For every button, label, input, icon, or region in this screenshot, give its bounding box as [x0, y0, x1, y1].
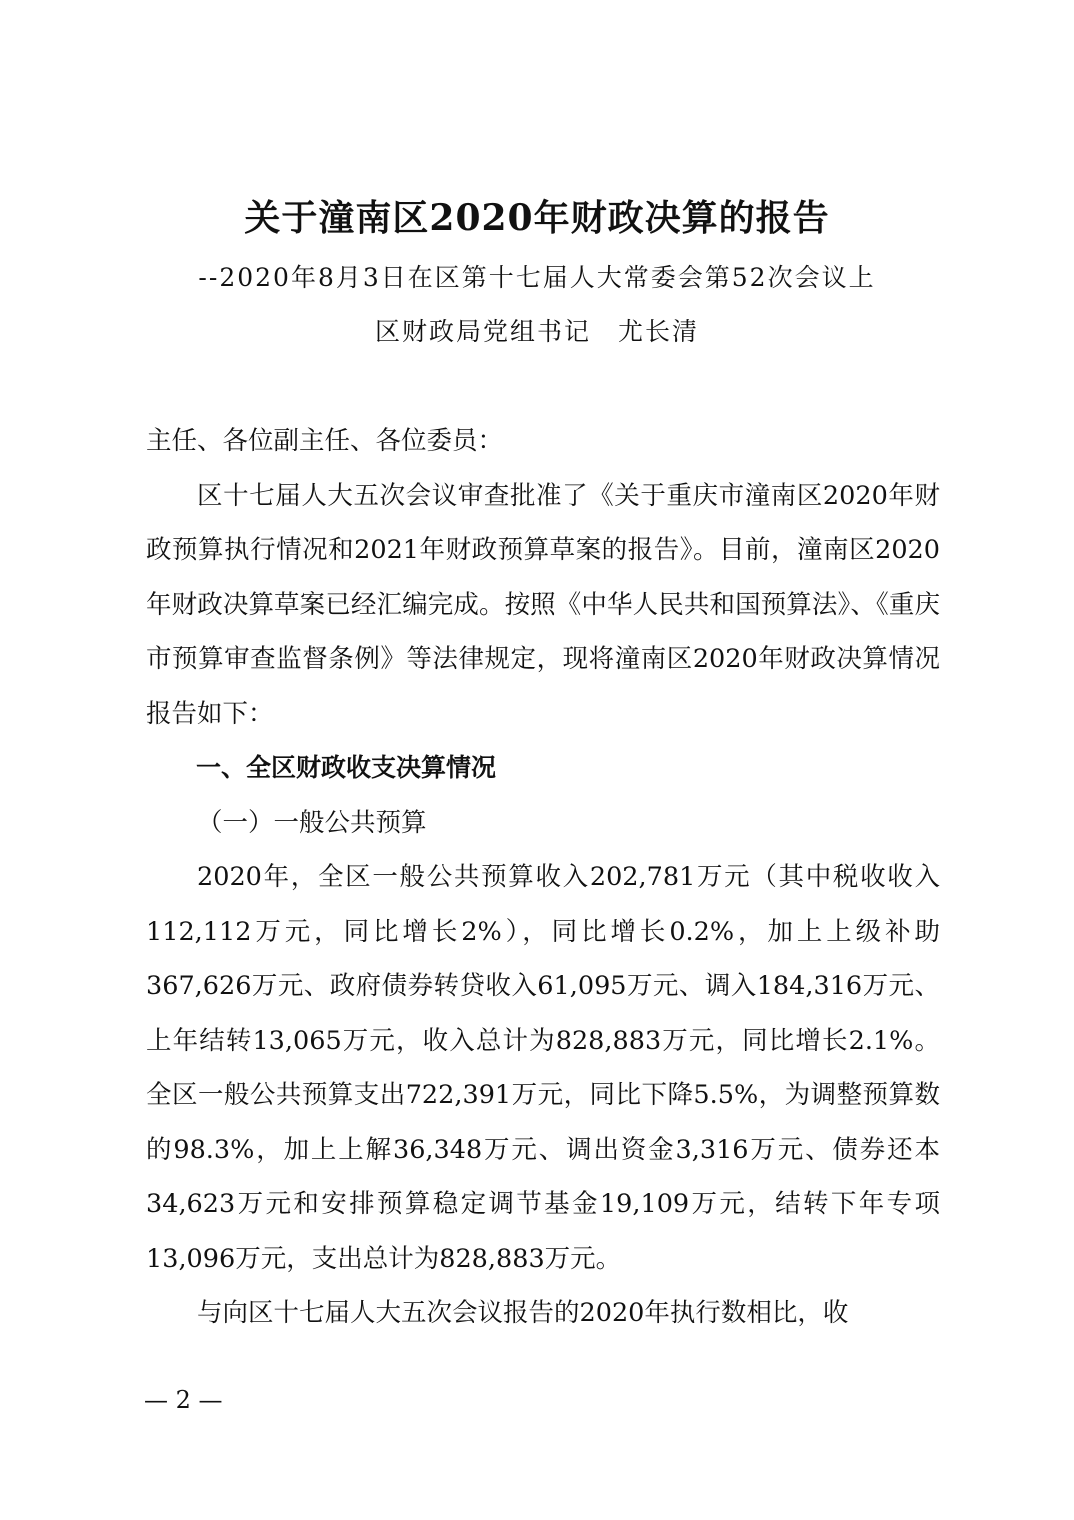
comparison-paragraph: 与向区十七届人大五次会议报告的2020年执行数相比，收: [197, 1298, 849, 1328]
subsection-heading-1: （一）一般公共预算: [197, 807, 427, 838]
salutation: 主任、各位副主任、各位委员：: [146, 426, 504, 456]
section-heading-1: 一、全区财政收支决算情况: [196, 753, 497, 782]
report-title: 关于潼南区2020年财政决算的报告: [244, 197, 830, 239]
report-subtitle-meeting: --2020年8月3日在区第十七届人大常委会第52次会议上: [198, 263, 876, 292]
report-subtitle-speaker: 区财政局党组书记 尤长清: [374, 317, 699, 346]
page-number: — 2 —: [144, 1386, 223, 1414]
intro-paragraph: 区十七届人大五次会议审查批准了《关于重庆市潼南区2020年财政预算执行情况和2021年财政预算草案的报告》。目前，潼南区2020年财政决算草案已经汇编完成。按照《中华人民共和国预算法》、《重庆市预算审查监督条例》等法律规定，现将潼南区2020年财政决算情况报告如下：: [146, 480, 940, 729]
report-body: [146, 414, 940, 1341]
general-budget-paragraph: 2020年，全区一般公共预算收入202,781万元（其中税收收入112,112万元，同比增长2%），同比增长0.2%，加上上级补助367,626万元、政府债券转贷收入61,095万元、调入184,316万元、上年结转13,065万元，收入总计为828,883万元，同比增长2.1%。全区一般公共预算支出722,391万元，同比下降5.5%，为调整预算数的98.3%，加上上解36,348万元、调出资金3,316万元、债券还本34,623万元和安排预算稳定调节基金19,109万元，结转下年专项13,096万元，支出总计为828,883万元。: [146, 862, 940, 1274]
